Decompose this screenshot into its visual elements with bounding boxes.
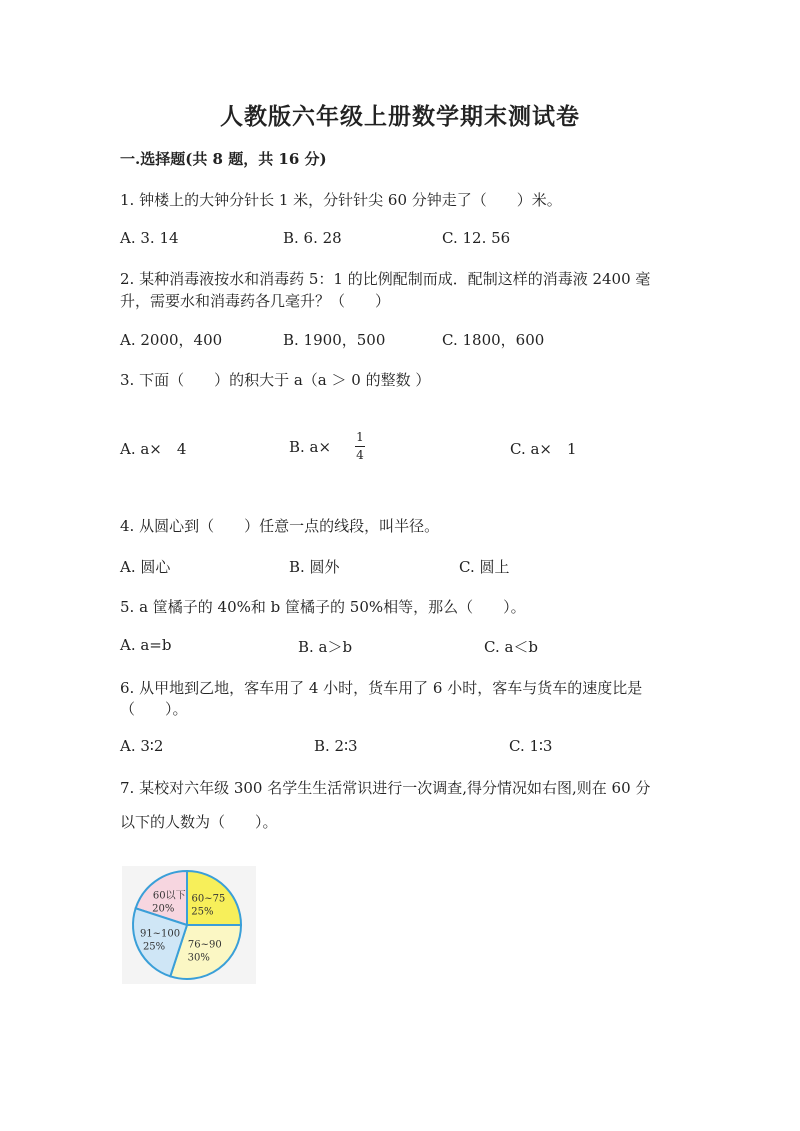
pie-label-category-2: 60~75	[191, 893, 226, 905]
question-6-option-c: C. 1∶3	[509, 737, 553, 755]
pie-label-value-2: 25%	[191, 906, 214, 918]
question-5-option-b: B. a＞b	[298, 638, 353, 656]
question-3-option-c: C. a× 1	[510, 440, 577, 458]
question-2-option-c: C. 1800，600	[442, 331, 545, 349]
question-5-stem: 5. a 筐橘子的 40%和 b 筐橘子的 50%相等，那么（ ）。	[120, 598, 526, 616]
question-5-option-c: C. a＜b	[484, 638, 539, 656]
question-1-stem: 1. 钟楼上的大钟分针长 1 米，分针针尖 60 分钟走了（ ）米。	[120, 191, 562, 209]
fraction-bar	[355, 446, 365, 447]
question-3-option-b: B. a×	[289, 438, 332, 456]
question-4-option-b: B. 圆外	[289, 558, 340, 576]
question-6-option-b: B. 2∶3	[314, 737, 358, 755]
question-6-stem-line-1: 6. 从甲地到乙地，客车用了 4 小时，货车用了 6 小时，客车与货车的速度比是	[120, 679, 643, 697]
fraction-denominator: 4	[356, 448, 364, 462]
pie-label-category-3: 76~90	[187, 939, 222, 951]
question-2-stem-line-1: 2. 某种消毒液按水和消毒药 5：1 的比例配制而成．配制这样的消毒液 2400 毫	[120, 270, 651, 288]
question-2-stem-line-2: 升，需要水和消毒药各几毫升？（ ）	[120, 292, 391, 310]
page-title: 人教版六年级上册数学期末测试卷	[220, 103, 580, 130]
pie-chart-figure	[122, 866, 256, 984]
question-6-option-a: A. 3∶2	[120, 737, 164, 755]
pie-label-value-4: 25%	[142, 941, 166, 953]
question-5-option-a: A. a=b	[120, 636, 172, 654]
pie-chart	[122, 866, 256, 984]
question-2-option-b: B. 1900，500	[283, 331, 386, 349]
question-4-stem: 4. 从圆心到（ ）任意一点的线段，叫半径。	[120, 517, 440, 535]
question-4-option-a: A. 圆心	[120, 558, 171, 576]
question-7-stem-line-2: 以下的人数为（ ）。	[120, 813, 278, 831]
pie-label-category-4: 91~100	[139, 928, 181, 940]
question-3-stem: 3. 下面（ ）的积大于 a（a ＞ 0 的整数 ）	[120, 371, 431, 389]
fraction-one-quarter	[355, 430, 365, 463]
pie-label-value-1: 20%	[152, 903, 175, 915]
question-2-option-a: A. 2000，400	[120, 331, 223, 349]
fraction-numerator: 1	[356, 430, 364, 444]
question-7-stem-line-1: 7. 某校对六年级 300 名学生生活常识进行一次调查,得分情况如右图,则在 60 分	[120, 779, 651, 797]
question-4-option-c: C. 圆上	[459, 558, 510, 576]
question-6-stem-line-2: （ ）。	[120, 700, 188, 718]
question-1-option-c: C. 12. 56	[442, 229, 511, 247]
question-1-option-b: B. 6. 28	[283, 229, 342, 247]
pie-label-value-3: 30%	[187, 952, 210, 964]
section-heading: 一.选择题(共 8 题，共 16 分)	[120, 150, 327, 168]
pie-label-category-1: 60以下	[152, 890, 186, 902]
question-3-option-a: A. a× 4	[120, 440, 187, 458]
question-1-option-a: A. 3. 14	[120, 229, 179, 247]
